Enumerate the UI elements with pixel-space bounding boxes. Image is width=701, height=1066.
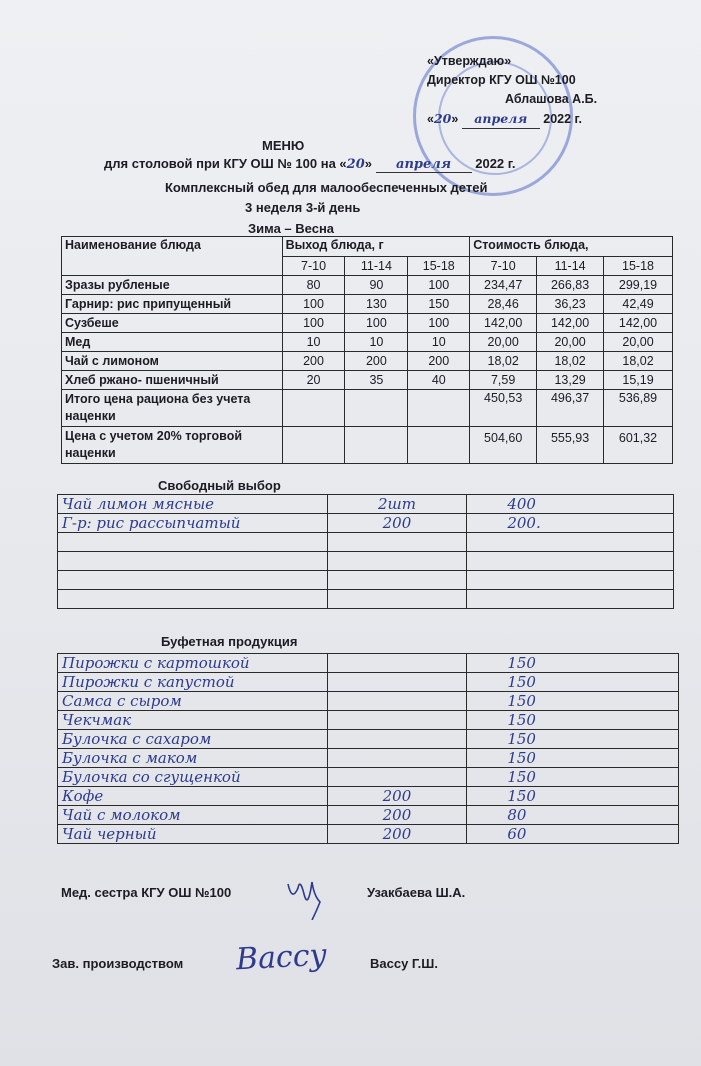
free-item-name — [58, 533, 328, 552]
dish-cost: 36,23 — [537, 295, 604, 314]
menu-date-year: 2022 г. — [475, 156, 516, 171]
age-group: 15-18 — [408, 256, 470, 276]
buffet-item-qty — [327, 673, 467, 692]
age-group: 11-14 — [537, 256, 604, 276]
buffet-item-price: 150 — [467, 673, 679, 692]
header-dish-name: Наименование блюда — [62, 237, 283, 276]
table-row — [58, 533, 674, 552]
table-row — [62, 352, 673, 371]
buffet-item-name: Булочка с сахаром — [58, 730, 328, 749]
approval-block — [427, 52, 627, 129]
nurse-name: Узакбаева Ш.А. — [367, 885, 466, 900]
table-row — [58, 514, 674, 533]
dish-yield: 200 — [282, 352, 345, 371]
dish-cost: 20,00 — [604, 333, 673, 352]
dish-yield: 100 — [408, 314, 470, 333]
table-row — [58, 571, 674, 590]
dish-cost: 7,59 — [470, 371, 537, 390]
free-item-qty: 200 — [327, 514, 467, 533]
buffet-item-name: Кофе — [58, 787, 328, 806]
free-item-qty: 2шт — [327, 495, 467, 514]
buffet-item-qty — [327, 768, 467, 787]
buffet-item-name: Булочка с маком — [58, 749, 328, 768]
dish-cost: 142,00 — [604, 314, 673, 333]
free-item-qty — [327, 571, 467, 590]
dish-cost: 28,46 — [470, 295, 537, 314]
table-row — [62, 314, 673, 333]
dish-cost: 266,83 — [537, 276, 604, 295]
table-header-row — [62, 237, 673, 257]
dish-cost: 142,00 — [537, 314, 604, 333]
table-row — [58, 590, 674, 609]
manager-name: Вассу Г.Ш. — [370, 956, 438, 971]
dish-name: Мед — [62, 333, 283, 352]
buffet-item-qty: 200 — [327, 787, 467, 806]
menu-title: МЕНЮ — [262, 138, 305, 153]
buffet-item-price: 60 — [467, 825, 679, 844]
dish-yield: 100 — [282, 314, 345, 333]
free-item-price — [467, 552, 674, 571]
buffet-item-name: Чекчмак — [58, 711, 328, 730]
dish-cost: 20,00 — [537, 333, 604, 352]
dish-name: Зразы рубленые — [62, 276, 283, 295]
free-item-qty — [327, 590, 467, 609]
dish-name: Гарнир: рис припущенный — [62, 295, 283, 314]
buffet-table — [57, 653, 679, 844]
dish-cost: 13,29 — [537, 371, 604, 390]
free-item-qty — [327, 533, 467, 552]
markup-label: Цена с учетом 20% торговой наценки — [62, 427, 283, 464]
table-row — [58, 692, 679, 711]
buffet-item-name: Булочка со сгущенкой — [58, 768, 328, 787]
manager-signature: Вассу — [235, 937, 328, 978]
table-row — [58, 673, 679, 692]
free-item-price — [467, 533, 674, 552]
free-item-name — [58, 552, 328, 571]
dish-yield: 10 — [345, 333, 408, 352]
nurse-role: Мед. сестра КГУ ОШ №100 — [61, 885, 232, 900]
table-row — [58, 711, 679, 730]
buffet-item-qty — [327, 730, 467, 749]
buffet-item-price: 150 — [467, 692, 679, 711]
approve-date: «20» апреля 2022 г. — [427, 109, 627, 129]
free-choice-table — [57, 494, 674, 609]
header-cost: Стоимость блюда, — [470, 237, 673, 257]
approve-title: «Утверждаю» — [427, 54, 512, 68]
menu-table — [61, 236, 673, 464]
menu-subtitle: для столовой при КГУ ОШ № 100 на «20» апреля 2022 г. — [104, 156, 516, 172]
buffet-item-price: 150 — [467, 768, 679, 787]
markup-cost: 504,60 — [470, 427, 537, 464]
dish-yield: 10 — [282, 333, 345, 352]
dish-yield: 10 — [408, 333, 470, 352]
dish-yield: 80 — [282, 276, 345, 295]
buffet-item-price: 150 — [467, 654, 679, 673]
free-item-qty — [327, 552, 467, 571]
dish-cost: 142,00 — [470, 314, 537, 333]
buffet-item-name: Чай черный — [58, 825, 328, 844]
buffet-item-name: Самса с сыром — [58, 692, 328, 711]
buffet-item-qty: 200 — [327, 806, 467, 825]
dish-cost: 299,19 — [604, 276, 673, 295]
table-row — [58, 787, 679, 806]
approve-date-year: 2022 г. — [543, 112, 582, 126]
table-row — [58, 825, 679, 844]
menu-date-day: 20 — [346, 157, 365, 172]
dish-yield: 40 — [408, 371, 470, 390]
dish-cost: 18,02 — [470, 352, 537, 371]
menu-subtitle-prefix: для столовой при КГУ ОШ № 100 на « — [104, 156, 347, 171]
table-row — [62, 276, 673, 295]
table-row — [62, 333, 673, 352]
manager-role: Зав. производством — [52, 956, 184, 971]
buffet-item-price: 150 — [467, 787, 679, 806]
menu-line4: Зима – Весна — [248, 221, 335, 236]
dish-yield: 130 — [345, 295, 408, 314]
dish-cost: 42,49 — [604, 295, 673, 314]
table-row — [62, 371, 673, 390]
dish-cost: 18,02 — [537, 352, 604, 371]
total-cost: 536,89 — [604, 390, 673, 427]
total-cost: 496,37 — [537, 390, 604, 427]
header-yield: Выход блюда, г — [282, 237, 470, 257]
age-group: 7-10 — [282, 256, 345, 276]
table-row — [58, 749, 679, 768]
dish-yield: 100 — [282, 295, 345, 314]
markup-cost: 601,32 — [604, 427, 673, 464]
dish-name: Сузбеше — [62, 314, 283, 333]
dish-yield: 200 — [408, 352, 470, 371]
free-item-price: 400 — [467, 495, 674, 514]
buffet-item-qty — [327, 692, 467, 711]
dish-yield: 90 — [345, 276, 408, 295]
dish-cost: 15,19 — [604, 371, 673, 390]
dish-yield: 100 — [345, 314, 408, 333]
table-total-row — [62, 390, 673, 427]
buffet-item-qty — [327, 654, 467, 673]
table-row — [58, 552, 674, 571]
free-item-price — [467, 571, 674, 590]
approve-director-name: Аблашова А.Б. — [505, 92, 598, 106]
free-item-name: Г-р: рис рассыпчатый — [58, 514, 328, 533]
table-row — [58, 654, 679, 673]
buffet-item-name: Пирожки с капустой — [58, 673, 328, 692]
total-label: Итого цена рациона без учета наценки — [62, 390, 283, 427]
table-row — [58, 730, 679, 749]
buffet-item-price: 80 — [467, 806, 679, 825]
dish-yield: 35 — [345, 371, 408, 390]
buffet-title: Буфетная продукция — [161, 634, 298, 649]
free-item-name — [58, 571, 328, 590]
free-item-name — [58, 590, 328, 609]
buffet-item-price: 150 — [467, 749, 679, 768]
nurse-signature — [282, 870, 328, 920]
dish-yield: 150 — [408, 295, 470, 314]
free-item-price — [467, 590, 674, 609]
buffet-item-qty — [327, 749, 467, 768]
total-cost: 450,53 — [470, 390, 537, 427]
menu-line3: 3 неделя 3-й день — [245, 200, 361, 215]
age-group: 7-10 — [470, 256, 537, 276]
age-group: 15-18 — [604, 256, 673, 276]
dish-name: Чай с лимоном — [62, 352, 283, 371]
approve-date-day: 20 — [433, 111, 452, 126]
menu-line2: Комплексный обед для малообеспеченных детей — [165, 180, 488, 195]
buffet-item-qty — [327, 711, 467, 730]
buffet-item-price: 150 — [467, 730, 679, 749]
approve-director: Директор КГУ ОШ №100 — [427, 73, 576, 87]
buffet-item-price: 150 — [467, 711, 679, 730]
buffet-item-qty: 200 — [327, 825, 467, 844]
dish-name: Хлеб ржано- пшеничный — [62, 371, 283, 390]
dish-yield: 200 — [345, 352, 408, 371]
dish-cost: 20,00 — [470, 333, 537, 352]
table-row — [58, 495, 674, 514]
dish-yield: 100 — [408, 276, 470, 295]
free-item-name: Чай лимон мясные — [58, 495, 328, 514]
menu-date-month: апреля — [376, 157, 472, 173]
dish-cost: 234,47 — [470, 276, 537, 295]
age-group: 11-14 — [345, 256, 408, 276]
buffet-item-name: Пирожки с картошкой — [58, 654, 328, 673]
table-markup-row — [62, 427, 673, 464]
table-row — [62, 295, 673, 314]
dish-yield: 20 — [282, 371, 345, 390]
table-row — [58, 768, 679, 787]
free-choice-title: Свободный выбор — [158, 478, 281, 493]
table-row — [58, 806, 679, 825]
free-item-price: 200. — [467, 514, 674, 533]
approve-date-month: апреля — [462, 109, 540, 129]
buffet-item-name: Чай с молоком — [58, 806, 328, 825]
dish-cost: 18,02 — [604, 352, 673, 371]
markup-cost: 555,93 — [537, 427, 604, 464]
